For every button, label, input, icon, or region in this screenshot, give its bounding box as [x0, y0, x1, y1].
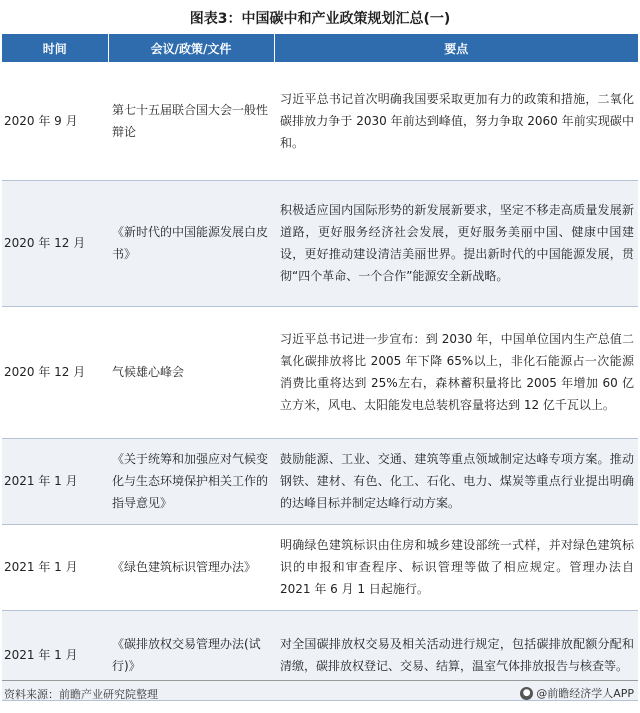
row-time: 2021 年 1 月: [2, 524, 108, 610]
row-points: 习近平总书记进一步宣布：到 2030 年，中国单位国内生产总值二氧化碳排放将比 2005 年下降 65%以上，非化石能源占一次能源消费比重将达到 25%左右，森林蓄积量将比 2005 年增加 60 亿立方米，风电、太阳能发电总装机容量将达到 12 亿千瓦以上。: [274, 306, 638, 438]
brand-credit: [520, 685, 634, 701]
footer-divider: [2, 680, 638, 681]
row-points: 对全国碳排放权交易及相关活动进行规定，包括碳排放配额分配和清缴，碳排放权登记、交易、结算，温室气体排放报告与核查等。: [274, 610, 638, 700]
row-time: 2020 年 9 月: [2, 62, 108, 180]
row-time: 2020 年 12 月: [2, 180, 108, 306]
header-time: 时间: [2, 34, 108, 62]
row-doc: 气候雄心峰会: [108, 306, 274, 438]
row-points: 鼓励能源、工业、交通、建筑等重点领域制定达峰专项方案。推动钢铁、建材、有色、化工、石化、电力、煤炭等重点行业提出明确的达峰目标并制定达峰行动方案。: [274, 438, 638, 524]
table-row: [2, 62, 638, 180]
row-time: 2020 年 12 月: [2, 306, 108, 438]
row-doc: 《绿色建筑标识管理办法》: [108, 524, 274, 610]
page-title: 图表3：中国碳中和产业政策规划汇总(一): [189, 11, 451, 27]
row-points: 明确绿色建筑标识由住房和城乡建设部统一式样，并对绿色建筑标识的申报和审查程序、标识管理等做了相应规定。管理办法自 2021 年 6 月 1 日起施行。: [274, 524, 638, 610]
row-points: 习近平总书记首次明确我国要采取更加有力的政策和措施，二氧化碳排放力争于 2030 年前达到峰值，努力争取 2060 年前实现碳中和。: [274, 62, 638, 180]
policy-table: [2, 34, 638, 701]
row-points: 积极适应国内国际形势的新发展新要求，坚定不移走高质量发展新道路，更好服务经济社会发展，更好服务美丽中国、健康中国建设，更好推动建设清洁美丽世界。提出新时代的中国能源发展，贯彻“四个革命、一个合作”能源安全新战略。: [274, 180, 638, 306]
row-doc: 《新时代的中国能源发展白皮书》: [108, 180, 274, 306]
row-time: 2021 年 1 月: [2, 610, 108, 700]
row-time: 2021 年 1 月: [2, 438, 108, 524]
table-header-row: [2, 34, 638, 62]
header-doc: 会议/政策/文件: [108, 34, 274, 62]
row-doc: 第七十五届联合国大会一般性辩论: [108, 62, 274, 180]
table-row: [2, 524, 638, 610]
source-note: 资料来源：前瞻产业研究院整理: [4, 688, 158, 701]
table-row: [2, 306, 638, 438]
logo-icon: ●: [520, 687, 533, 700]
table-row: [2, 180, 638, 306]
row-doc: 《碳排放权交易管理办法(试行)》: [108, 610, 274, 700]
brand-label: @前瞻经济学人APP: [536, 687, 634, 700]
header-points: 要点: [274, 34, 638, 62]
row-doc: 《关于统筹和加强应对气候变化与生态环境保护相关工作的指导意见》: [108, 438, 274, 524]
table-row: [2, 438, 638, 524]
